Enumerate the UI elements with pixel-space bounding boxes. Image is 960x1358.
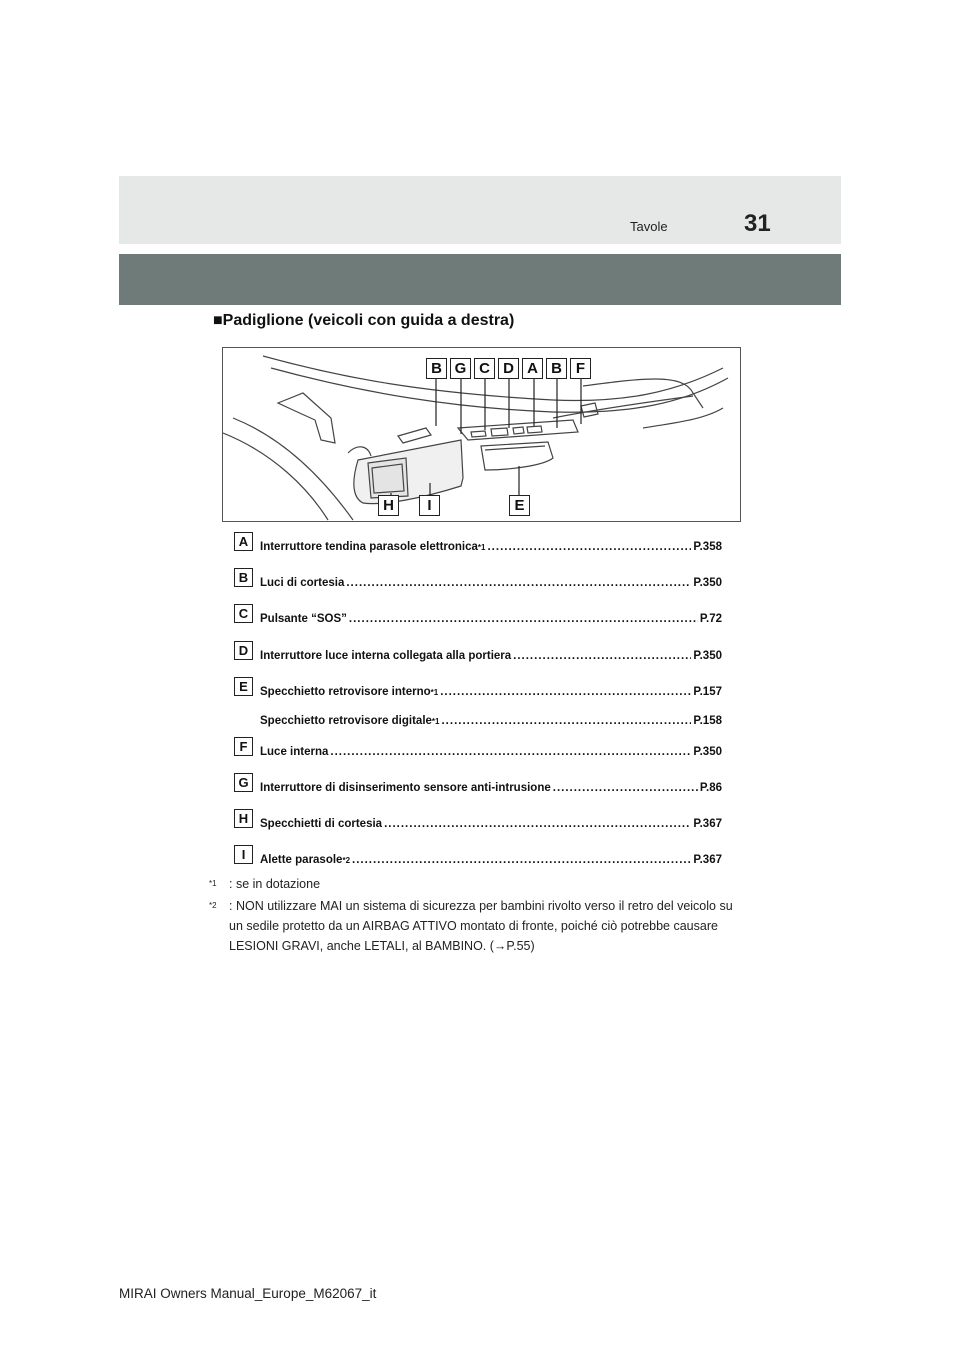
legend-item	[234, 706, 724, 728]
page-number: 31	[744, 210, 771, 237]
legend-item	[234, 641, 724, 663]
legend-ref[interactable]: P.350	[693, 746, 722, 758]
callout-b: B	[426, 358, 447, 379]
legend-item	[234, 773, 724, 795]
legend-letter: B	[234, 568, 253, 587]
legend-item	[234, 677, 724, 699]
legend-letter: G	[234, 773, 253, 792]
callout-f: F	[570, 358, 591, 379]
legend-label: Specchietto retrovisore digitale	[260, 715, 432, 727]
legend-letter: A	[234, 532, 253, 551]
footnote-text: : se in dotazione	[229, 877, 321, 891]
legend-ref[interactable]: P.367	[693, 818, 722, 830]
section-title: ■Padiglione (veicoli con guida a destra)	[213, 312, 515, 329]
legend-label: Luce interna	[260, 746, 329, 758]
legend-letter: I	[234, 845, 253, 864]
legend-sup: *1	[477, 543, 486, 552]
legend-item	[234, 845, 724, 867]
header-section-name: Tavole	[630, 219, 668, 234]
legend-item	[234, 568, 724, 590]
legend-letter: F	[234, 737, 253, 756]
legend-ref[interactable]: P.86	[699, 782, 722, 794]
callout-d: D	[498, 358, 519, 379]
legend-item	[234, 532, 724, 554]
legend-ref[interactable]: P.358	[693, 541, 722, 553]
legend-ref[interactable]: P.350	[693, 577, 722, 589]
legend-item	[234, 809, 724, 831]
legend-label: Pulsante “SOS”	[260, 613, 347, 625]
legend-label: Interruttore tendina parasole elettronica	[260, 541, 478, 553]
legend-sup: *1	[430, 688, 439, 697]
callout-b-2: B	[546, 358, 567, 379]
legend-item	[234, 737, 724, 759]
legend-item	[234, 604, 724, 626]
legend-sup: *2	[342, 856, 351, 865]
footnote-mark: *1	[209, 879, 217, 888]
legend-label: Interruttore di disinserimento sensore anti-intrusione	[260, 782, 551, 794]
footnote-mark: *2	[209, 901, 217, 910]
legend-label: Luci di cortesia	[260, 577, 345, 589]
callout-i: I	[419, 495, 440, 516]
legend-label: Specchietto retrovisore interno	[260, 686, 431, 698]
legend-ref[interactable]: P.72	[699, 613, 722, 625]
legend-label: Alette parasole	[260, 854, 343, 866]
footnote-text: : NON utilizzare MAI un sistema di sicurezza per bambini rivolto verso il retro del veicolo su un sedile protetto da un AIRBAG ATTIVO montato di fronte, poiché ciò potrebbe causare LESIONI GRAVI, anche LETALI, al BAMBINO. (→P.55)	[229, 899, 733, 953]
legend-letter: D	[234, 641, 253, 660]
legend-letter: C	[234, 604, 253, 623]
legend-label: Interruttore luce interna collegata alla portiera	[260, 650, 512, 662]
legend-ref[interactable]: P.367	[693, 854, 722, 866]
legend-ref[interactable]: P.350	[693, 650, 722, 662]
footer-manual-id: MIRAI Owners Manual_Europe_M62067_it	[119, 1286, 377, 1301]
callout-a: A	[522, 358, 543, 379]
overhead-console-illustration	[222, 347, 741, 522]
legend-ref[interactable]: P.158	[693, 715, 722, 727]
callout-e: E	[509, 495, 530, 516]
callout-c: C	[474, 358, 495, 379]
legend-ref[interactable]: P.157	[693, 686, 722, 698]
callout-g: G	[450, 358, 471, 379]
legend-letter: H	[234, 809, 253, 828]
title-band	[119, 254, 841, 305]
legend-letter: E	[234, 677, 253, 696]
callout-h: H	[378, 495, 399, 516]
legend-sup: *1	[431, 717, 440, 726]
header-band	[119, 176, 841, 244]
legend-label: Specchietti di cortesia	[260, 818, 383, 830]
